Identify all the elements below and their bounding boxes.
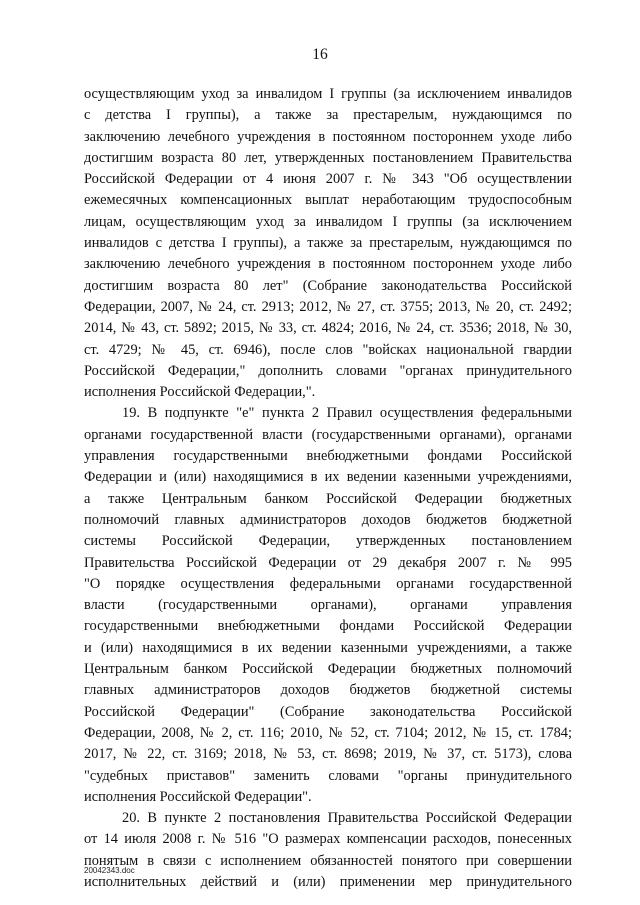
footer-filename: 20042343.doc (84, 866, 135, 875)
text-line: власти (государственными органами), органами управления (84, 597, 572, 614)
text-line: "судебных приставов" заменить словами "органы принудительного (84, 767, 572, 784)
text-line: полномочий главных администраторов доходов бюджетов бюджетной (84, 511, 572, 528)
text-line: Российской Федерации" (Собрание законодательства Российской (84, 703, 572, 720)
text-line: а также Центральным банком Российской Федерации бюджетных (84, 490, 572, 507)
text-line: осуществляющим уход за инвалидом I группы (за исключением инвалидов (84, 86, 572, 102)
text-line: 2017, № 22, ст. 3169; 2018, № 53, ст. 8698; 2019, № 37, ст. 5173), слова (84, 746, 572, 763)
text-line: достигшим возраста 80 лет, утвержденных постановлением Правительства (84, 149, 572, 166)
text-line: Федерации и (или) находящимися в их ведении казенными учреждениями, (84, 469, 572, 486)
text-line: достигшим возраста 80 лет" (Собрание законодательства Российской (84, 277, 572, 294)
text-line: Правительства Российской Федерации от 29 декабря 2007 г. № 995 (84, 554, 572, 571)
text-line: главных администраторов доходов бюджетов бюджетной системы (84, 682, 572, 699)
page-number: 16 (312, 46, 328, 63)
text-line: лицам, осуществляющим уход за инвалидом I группы (за исключением (84, 213, 572, 230)
text-line: с детства I группы), а также за престарелым, нуждающимся по (84, 107, 572, 124)
text-line: исполнительных действий и (или) применении мер принудительного (84, 873, 572, 890)
document-body (84, 84, 572, 893)
text-line: "О порядке осуществления федеральными органами государственной (84, 575, 572, 592)
text-line: инвалидов с детства I группы), а также за престарелым, нуждающимся по (84, 235, 572, 252)
text-line: государственными внебюджетными фондами Российской Федерации (84, 618, 572, 635)
text-line: Российской Федерации," дополнить словами "органах принудительного (84, 362, 572, 379)
text-line: заключению лечебного учреждения в постоянном постороннем уходе либо (84, 128, 572, 145)
text-line: Федерации, 2007, № 24, ст. 2913; 2012, № 27, ст. 3755; 2013, № 20, ст. 2492; (84, 298, 572, 315)
text-line: Федерации, 2008, № 2, ст. 116; 2010, № 52, ст. 7104; 2012, № 15, ст. 1784; (84, 724, 572, 741)
text-line: управления государственными внебюджетными фондами Российской (84, 448, 572, 465)
text-line: органами государственной власти (государственными органами), органами (84, 426, 572, 443)
text-line: и (или) находящимися в их ведении казенными учреждениями, а также (84, 639, 572, 656)
text-line: понятым в связи с исполнением обязанностей понятого при совершении (84, 852, 572, 869)
text-line: исполнения Российской Федерации,". (84, 384, 316, 401)
text-line: 20. В пункте 2 постановления Правительства Российской Федерации (122, 810, 572, 827)
text-line: от 14 июля 2008 г. № 516 "О размерах компенсации расходов, понесенных (84, 831, 572, 848)
text-line: 2014, № 43, ст. 5892; 2015, № 33, ст. 4824; 2016, № 24, ст. 3536; 2018, № 30, (84, 320, 572, 337)
text-line: ежемесячных компенсационных выплат неработающим трудоспособным (84, 192, 572, 209)
text-line: заключению лечебного учреждения в постоянном постороннем уходе либо (84, 256, 572, 273)
text-line: исполнения Российской Федерации". (84, 788, 312, 805)
text-line: Центральным банком Российской Федерации бюджетных полномочий (84, 661, 572, 678)
text-line: 19. В подпункте "е" пункта 2 Правил осуществления федеральными (122, 405, 572, 422)
text-line: ст. 4729; № 45, ст. 6946), после слов "войсках национальной гвардии (84, 341, 572, 358)
text-line: системы Российской Федерации, утвержденных постановлением (84, 533, 572, 550)
text-line: Российской Федерации от 4 июня 2007 г. № 343 "Об осуществлении (84, 171, 572, 188)
